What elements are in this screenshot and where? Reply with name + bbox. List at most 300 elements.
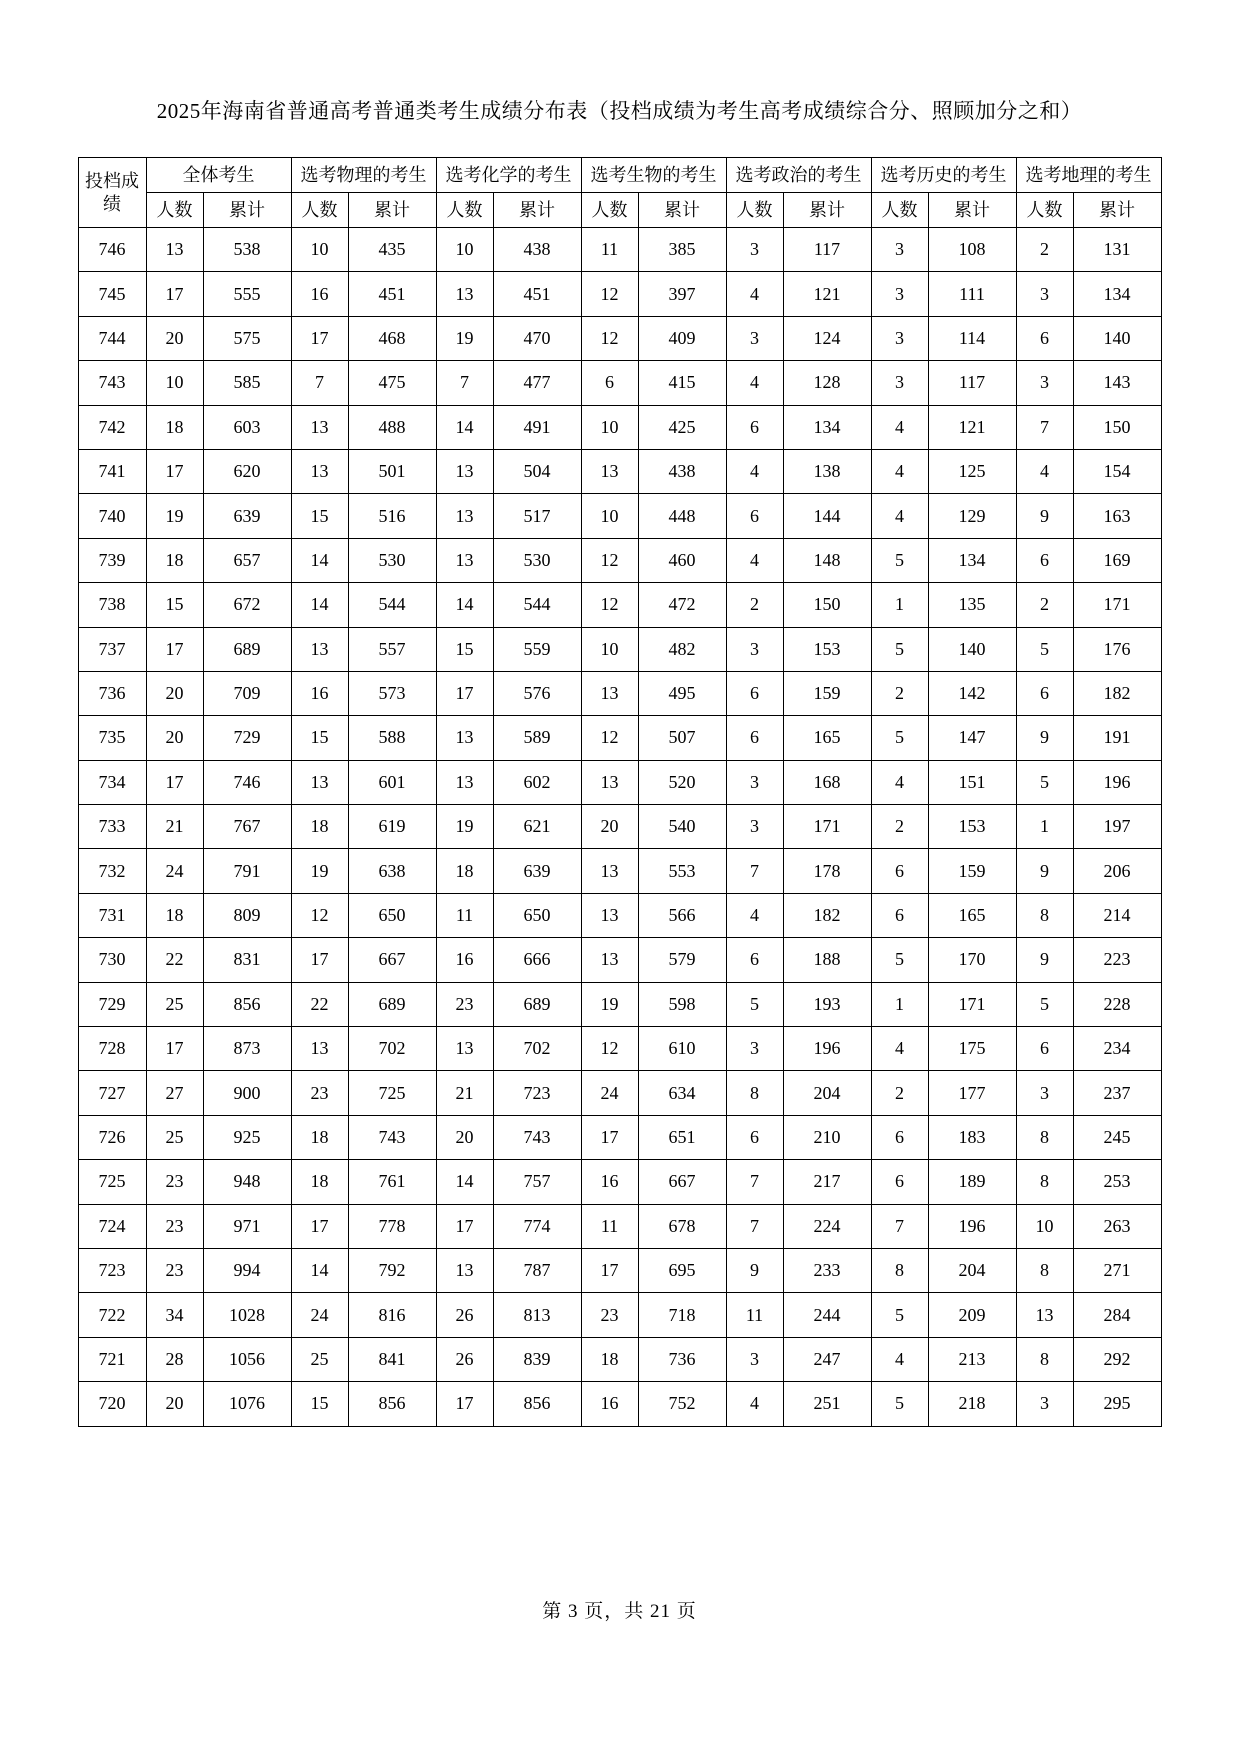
cell-score: 746	[78, 228, 146, 272]
group-header-history: 选考历史的考生	[871, 158, 1016, 193]
table-cell: 6	[1016, 316, 1073, 360]
table-cell: 4	[726, 1382, 783, 1426]
table-cell: 124	[783, 316, 871, 360]
cell-score: 735	[78, 716, 146, 760]
table-cell: 601	[348, 760, 436, 804]
table-cell: 451	[493, 272, 581, 316]
table-cell: 491	[493, 405, 581, 449]
table-cell: 689	[348, 982, 436, 1026]
table-cell: 702	[348, 1027, 436, 1071]
table-cell: 117	[928, 361, 1016, 405]
table-cell: 18	[146, 405, 203, 449]
table-cell: 189	[928, 1160, 1016, 1204]
table-cell: 224	[783, 1204, 871, 1248]
table-cell: 12	[581, 272, 638, 316]
table-row	[78, 538, 1161, 582]
table-cell: 415	[638, 361, 726, 405]
table-cell: 228	[1073, 982, 1161, 1026]
table-cell: 14	[436, 405, 493, 449]
table-cell: 159	[928, 849, 1016, 893]
group-header-politics: 选考政治的考生	[726, 158, 871, 193]
table-cell: 530	[348, 538, 436, 582]
table-cell: 25	[291, 1337, 348, 1381]
table-cell: 196	[783, 1027, 871, 1071]
table-cell: 971	[203, 1204, 291, 1248]
table-cell: 197	[1073, 805, 1161, 849]
cell-score: 721	[78, 1337, 146, 1381]
table-cell: 948	[203, 1160, 291, 1204]
table-cell: 10	[146, 361, 203, 405]
cell-score: 733	[78, 805, 146, 849]
table-cell: 18	[146, 893, 203, 937]
table-cell: 385	[638, 228, 726, 272]
table-cell: 4	[871, 760, 928, 804]
table-cell: 214	[1073, 893, 1161, 937]
table-cell: 573	[348, 671, 436, 715]
table-cell: 544	[493, 583, 581, 627]
table-cell: 24	[291, 1293, 348, 1337]
table-cell: 397	[638, 272, 726, 316]
table-cell: 159	[783, 671, 871, 715]
table-cell: 125	[928, 449, 1016, 493]
table-cell: 1076	[203, 1382, 291, 1426]
table-cell: 856	[348, 1382, 436, 1426]
table-cell: 774	[493, 1204, 581, 1248]
table-cell: 171	[928, 982, 1016, 1026]
table-cell: 253	[1073, 1160, 1161, 1204]
group-header-chemistry: 选考化学的考生	[436, 158, 581, 193]
table-cell: 17	[146, 627, 203, 671]
table-cell: 13	[436, 1027, 493, 1071]
table-cell: 19	[146, 494, 203, 538]
table-row	[78, 1204, 1161, 1248]
table-cell: 2	[871, 805, 928, 849]
table-cell: 143	[1073, 361, 1161, 405]
table-cell: 204	[783, 1071, 871, 1115]
table-cell: 448	[638, 494, 726, 538]
table-cell: 12	[581, 538, 638, 582]
table-cell: 507	[638, 716, 726, 760]
table-cell: 6	[871, 1160, 928, 1204]
table-cell: 11	[726, 1293, 783, 1337]
cell-score: 740	[78, 494, 146, 538]
table-row	[78, 1248, 1161, 1292]
table-cell: 3	[726, 760, 783, 804]
table-cell: 8	[1016, 893, 1073, 937]
table-cell: 598	[638, 982, 726, 1026]
table-cell: 477	[493, 361, 581, 405]
table-cell: 223	[1073, 938, 1161, 982]
table-cell: 15	[291, 1382, 348, 1426]
table-cell: 4	[871, 494, 928, 538]
table-row	[78, 228, 1161, 272]
table-cell: 787	[493, 1248, 581, 1292]
table-cell: 1	[871, 583, 928, 627]
table-cell: 13	[436, 538, 493, 582]
table-cell: 13	[291, 405, 348, 449]
table-cell: 13	[436, 494, 493, 538]
group-header-geography: 选考地理的考生	[1016, 158, 1161, 193]
table-cell: 470	[493, 316, 581, 360]
group-header-physics: 选考物理的考生	[291, 158, 436, 193]
table-cell: 856	[493, 1382, 581, 1426]
table-cell: 16	[291, 272, 348, 316]
table-cell: 193	[783, 982, 871, 1026]
sub-header-geography-cumulative: 累计	[1073, 193, 1161, 228]
table-cell: 17	[146, 1027, 203, 1071]
table-cell: 271	[1073, 1248, 1161, 1292]
table-cell: 11	[581, 228, 638, 272]
table-cell: 20	[146, 316, 203, 360]
table-cell: 138	[783, 449, 871, 493]
table-cell: 295	[1073, 1382, 1161, 1426]
table-cell: 17	[581, 1248, 638, 1292]
cell-score: 741	[78, 449, 146, 493]
table-cell: 108	[928, 228, 1016, 272]
cell-score: 722	[78, 1293, 146, 1337]
table-cell: 17	[581, 1115, 638, 1159]
table-cell: 778	[348, 1204, 436, 1248]
table-cell: 3	[1016, 1382, 1073, 1426]
table-cell: 725	[348, 1071, 436, 1115]
table-cell: 831	[203, 938, 291, 982]
table-cell: 27	[146, 1071, 203, 1115]
table-cell: 134	[928, 538, 1016, 582]
table-cell: 639	[493, 849, 581, 893]
table-cell: 178	[783, 849, 871, 893]
table-row	[78, 716, 1161, 760]
table-cell: 2	[1016, 583, 1073, 627]
cell-score: 729	[78, 982, 146, 1026]
table-cell: 18	[291, 805, 348, 849]
table-row	[78, 494, 1161, 538]
table-cell: 18	[146, 538, 203, 582]
table-cell: 925	[203, 1115, 291, 1159]
table-cell: 7	[726, 849, 783, 893]
table-cell: 17	[436, 1382, 493, 1426]
table-cell: 736	[638, 1337, 726, 1381]
table-cell: 3	[871, 316, 928, 360]
sub-header-biology-count: 人数	[581, 193, 638, 228]
table-cell: 20	[581, 805, 638, 849]
table-cell: 17	[436, 671, 493, 715]
table-cell: 13	[436, 449, 493, 493]
table-cell: 538	[203, 228, 291, 272]
table-cell: 13	[291, 627, 348, 671]
table-cell: 544	[348, 583, 436, 627]
table-cell: 791	[203, 849, 291, 893]
table-cell: 3	[871, 272, 928, 316]
table-cell: 206	[1073, 849, 1161, 893]
table-cell: 19	[581, 982, 638, 1026]
table-cell: 13	[291, 449, 348, 493]
table-cell: 12	[581, 1027, 638, 1071]
table-cell: 20	[436, 1115, 493, 1159]
column-header-score: 投档成绩	[78, 158, 146, 228]
table-cell: 26	[436, 1337, 493, 1381]
table-cell: 142	[928, 671, 1016, 715]
table-cell: 5	[1016, 982, 1073, 1026]
table-cell: 6	[1016, 671, 1073, 715]
table-cell: 8	[1016, 1160, 1073, 1204]
table-cell: 245	[1073, 1115, 1161, 1159]
table-cell: 6	[726, 716, 783, 760]
table-cell: 20	[146, 671, 203, 715]
table-cell: 3	[726, 1027, 783, 1071]
cell-score: 720	[78, 1382, 146, 1426]
table-cell: 6	[726, 671, 783, 715]
table-row	[78, 627, 1161, 671]
table-row	[78, 1071, 1161, 1115]
table-cell: 4	[726, 449, 783, 493]
table-cell: 435	[348, 228, 436, 272]
table-cell: 169	[1073, 538, 1161, 582]
table-cell: 6	[1016, 538, 1073, 582]
table-cell: 501	[348, 449, 436, 493]
table-cell: 19	[436, 805, 493, 849]
table-cell: 292	[1073, 1337, 1161, 1381]
table-cell: 559	[493, 627, 581, 671]
table-cell: 3	[726, 228, 783, 272]
sub-header-politics-cumulative: 累计	[783, 193, 871, 228]
table-cell: 129	[928, 494, 1016, 538]
table-cell: 13	[581, 893, 638, 937]
table-cell: 5	[871, 1382, 928, 1426]
table-cell: 650	[348, 893, 436, 937]
sub-header-geography-count: 人数	[1016, 193, 1073, 228]
table-cell: 21	[146, 805, 203, 849]
table-cell: 517	[493, 494, 581, 538]
sub-header-physics-count: 人数	[291, 193, 348, 228]
table-cell: 3	[726, 1337, 783, 1381]
table-cell: 34	[146, 1293, 203, 1337]
cell-score: 728	[78, 1027, 146, 1071]
table-cell: 438	[638, 449, 726, 493]
table-row	[78, 449, 1161, 493]
table-cell: 900	[203, 1071, 291, 1115]
table-cell: 425	[638, 405, 726, 449]
cell-score: 743	[78, 361, 146, 405]
table-cell: 520	[638, 760, 726, 804]
table-cell: 17	[146, 760, 203, 804]
table-cell: 3	[726, 627, 783, 671]
table-cell: 111	[928, 272, 1016, 316]
table-cell: 121	[783, 272, 871, 316]
table-cell: 516	[348, 494, 436, 538]
cell-score: 726	[78, 1115, 146, 1159]
table-cell: 147	[928, 716, 1016, 760]
table-cell: 176	[1073, 627, 1161, 671]
page-footer: 第 3 页，共 21 页	[542, 1601, 697, 1622]
table-cell: 13	[436, 716, 493, 760]
table-cell: 1	[1016, 805, 1073, 849]
table-cell: 4	[871, 405, 928, 449]
table-cell: 409	[638, 316, 726, 360]
table-cell: 540	[638, 805, 726, 849]
table-cell: 7	[436, 361, 493, 405]
table-cell: 994	[203, 1248, 291, 1292]
table-cell: 163	[1073, 494, 1161, 538]
table-cell: 19	[291, 849, 348, 893]
cell-score: 739	[78, 538, 146, 582]
table-row	[78, 1027, 1161, 1071]
table-cell: 472	[638, 583, 726, 627]
table-cell: 602	[493, 760, 581, 804]
table-cell: 15	[291, 494, 348, 538]
table-cell: 589	[493, 716, 581, 760]
table-cell: 695	[638, 1248, 726, 1292]
table-cell: 14	[436, 1160, 493, 1204]
table-cell: 140	[928, 627, 1016, 671]
table-cell: 165	[783, 716, 871, 760]
table-cell: 4	[726, 272, 783, 316]
table-cell: 23	[146, 1204, 203, 1248]
table-cell: 588	[348, 716, 436, 760]
table-cell: 743	[348, 1115, 436, 1159]
table-cell: 856	[203, 982, 291, 1026]
table-cell: 140	[1073, 316, 1161, 360]
cell-score: 727	[78, 1071, 146, 1115]
table-cell: 4	[871, 449, 928, 493]
table-cell: 9	[1016, 716, 1073, 760]
table-cell: 5	[1016, 760, 1073, 804]
table-cell: 767	[203, 805, 291, 849]
table-cell: 17	[146, 449, 203, 493]
table-cell: 234	[1073, 1027, 1161, 1071]
table-cell: 7	[726, 1160, 783, 1204]
table-cell: 23	[146, 1160, 203, 1204]
table-cell: 20	[146, 1382, 203, 1426]
table-row	[78, 938, 1161, 982]
table-header-row-groups	[78, 158, 1161, 193]
table-cell: 813	[493, 1293, 581, 1337]
table-cell: 4	[871, 1337, 928, 1381]
table-row	[78, 671, 1161, 715]
table-cell: 576	[493, 671, 581, 715]
table-cell: 4	[871, 1027, 928, 1071]
table-cell: 14	[291, 538, 348, 582]
table-row	[78, 982, 1161, 1026]
cell-score: 732	[78, 849, 146, 893]
table-cell: 18	[291, 1160, 348, 1204]
table-cell: 170	[928, 938, 1016, 982]
table-cell: 2	[726, 583, 783, 627]
table-cell: 244	[783, 1293, 871, 1337]
table-cell: 263	[1073, 1204, 1161, 1248]
table-cell: 177	[928, 1071, 1016, 1115]
table-row	[78, 1293, 1161, 1337]
sub-header-chemistry-cumulative: 累计	[493, 193, 581, 228]
table-cell: 553	[638, 849, 726, 893]
page-title: 2025年海南省普通高考普通类考生成绩分布表（投档成绩为考生高考成绩综合分、照顾加分之和）	[156, 99, 1083, 123]
table-cell: 150	[783, 583, 871, 627]
table-cell: 2	[871, 1071, 928, 1115]
table-cell: 718	[638, 1293, 726, 1337]
cell-score: 736	[78, 671, 146, 715]
cell-score: 734	[78, 760, 146, 804]
table-cell: 482	[638, 627, 726, 671]
table-cell: 5	[871, 627, 928, 671]
table-cell: 11	[581, 1204, 638, 1248]
cell-score: 731	[78, 893, 146, 937]
table-cell: 6	[871, 893, 928, 937]
table-cell: 15	[146, 583, 203, 627]
table-cell: 23	[581, 1293, 638, 1337]
table-row	[78, 1115, 1161, 1159]
table-cell: 134	[783, 405, 871, 449]
table-cell: 839	[493, 1337, 581, 1381]
table-cell: 17	[291, 938, 348, 982]
table-cell: 620	[203, 449, 291, 493]
table-cell: 495	[638, 671, 726, 715]
table-cell: 8	[1016, 1337, 1073, 1381]
table-header	[78, 158, 1161, 228]
table-cell: 585	[203, 361, 291, 405]
table-cell: 451	[348, 272, 436, 316]
table-cell: 6	[871, 1115, 928, 1159]
table-cell: 2	[871, 671, 928, 715]
table-cell: 4	[726, 538, 783, 582]
table-cell: 816	[348, 1293, 436, 1337]
table-cell: 19	[436, 316, 493, 360]
table-cell: 247	[783, 1337, 871, 1381]
table-cell: 757	[493, 1160, 581, 1204]
table-cell: 18	[581, 1337, 638, 1381]
table-cell: 557	[348, 627, 436, 671]
table-cell: 6	[726, 938, 783, 982]
table-cell: 13	[581, 449, 638, 493]
table-cell: 17	[291, 316, 348, 360]
table-cell: 153	[928, 805, 1016, 849]
table-cell: 3	[871, 361, 928, 405]
table-cell: 8	[1016, 1115, 1073, 1159]
table-cell: 217	[783, 1160, 871, 1204]
table-cell: 3	[726, 805, 783, 849]
table-cell: 566	[638, 893, 726, 937]
table-cell: 18	[436, 849, 493, 893]
table-cell: 438	[493, 228, 581, 272]
cell-score: 724	[78, 1204, 146, 1248]
table-cell: 555	[203, 272, 291, 316]
table-cell: 752	[638, 1382, 726, 1426]
table-cell: 8	[1016, 1248, 1073, 1292]
table-cell: 153	[783, 627, 871, 671]
table-row	[78, 1382, 1161, 1426]
table-cell: 460	[638, 538, 726, 582]
table-cell: 638	[348, 849, 436, 893]
table-cell: 209	[928, 1293, 1016, 1337]
table-cell: 530	[493, 538, 581, 582]
table-cell: 651	[638, 1115, 726, 1159]
table-cell: 579	[638, 938, 726, 982]
table-cell: 150	[1073, 405, 1161, 449]
table-cell: 16	[291, 671, 348, 715]
cell-score: 725	[78, 1160, 146, 1204]
table-cell: 168	[783, 760, 871, 804]
table-row	[78, 583, 1161, 627]
table-cell: 213	[928, 1337, 1016, 1381]
table-cell: 1056	[203, 1337, 291, 1381]
sub-header-chemistry-count: 人数	[436, 193, 493, 228]
table-cell: 23	[146, 1248, 203, 1292]
table-cell: 657	[203, 538, 291, 582]
table-cell: 610	[638, 1027, 726, 1071]
table-row	[78, 316, 1161, 360]
table-cell: 23	[436, 982, 493, 1026]
table-cell: 218	[928, 1382, 1016, 1426]
table-cell: 12	[291, 893, 348, 937]
table-cell: 128	[783, 361, 871, 405]
